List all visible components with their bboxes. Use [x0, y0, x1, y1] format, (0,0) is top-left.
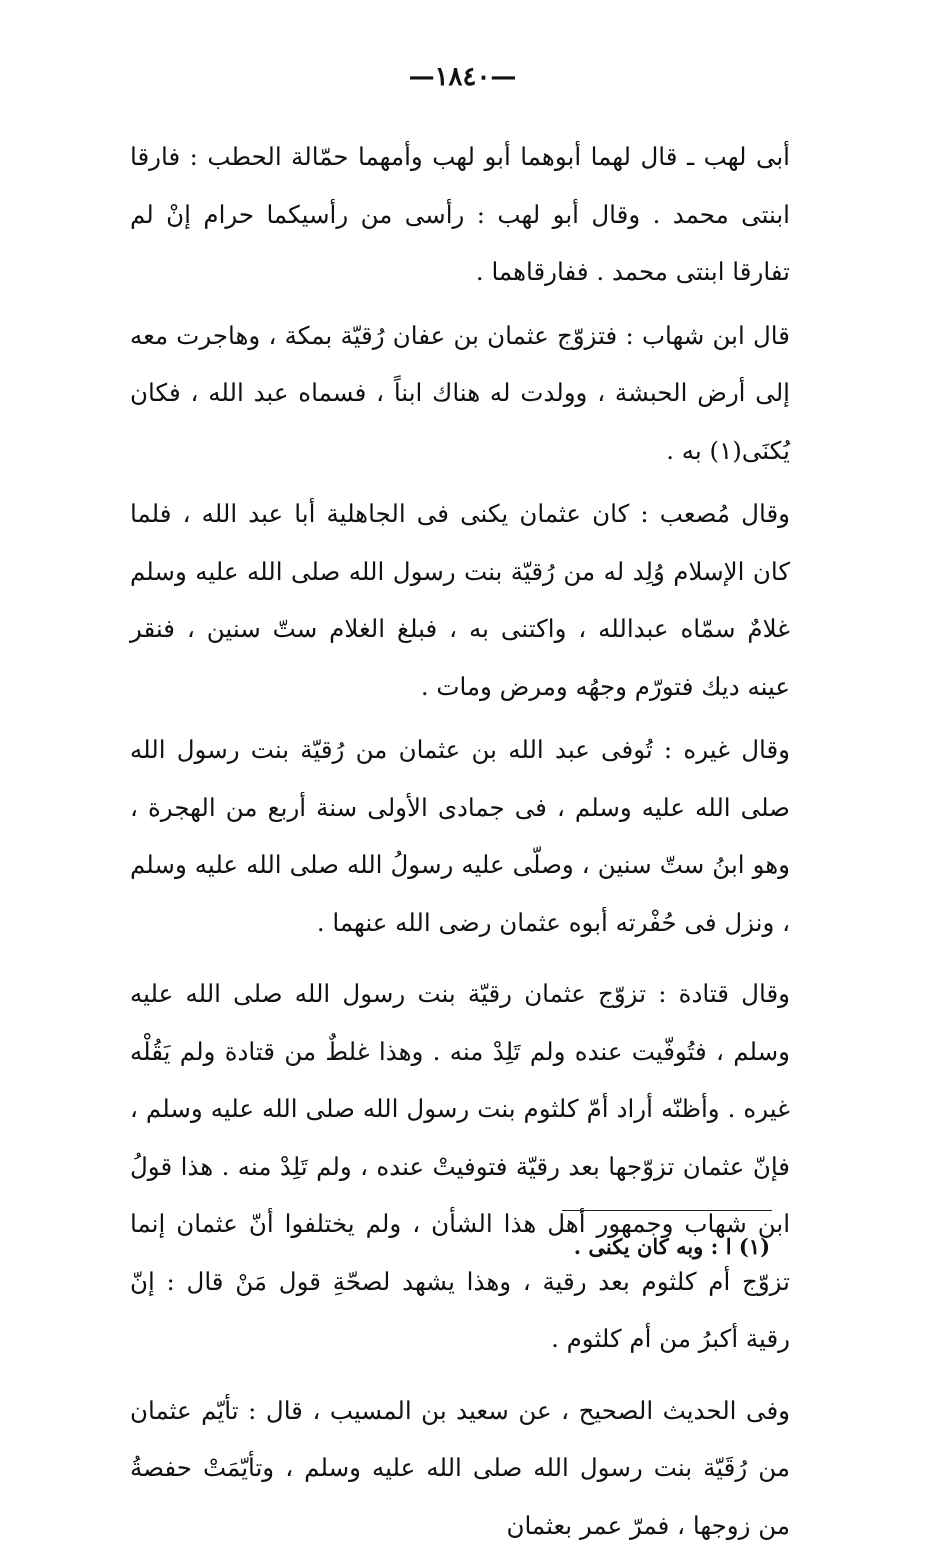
paragraph-3: وقال مُصعب : كان عثمان يكنى فى الجاهلية أبا عبد الله ، فلما كان الإسلام وُلِد له من رُقيّة بنت رسول الله صلى الله عليه وسلم غلامٌ سمّاه عبدالله ، واكتنى به ، فبلغ الغلام ستّ سنين ، فنقر عينه ديك فتورّم وجهُه ومرض ومات . — [130, 485, 790, 715]
paragraph-4: وقال غيره : تُوفى عبد الله بن عثمان من رُقيّة بنت رسول الله صلى الله عليه وسلم ، فى جمادى الأولى سنة أربع من الهجرة ، وهو ابنُ ستّ سنين ، وصلّى عليه رسولُ الله صلى الله عليه وسلم ، ونزل فى حُفْرته أبوه عثمان رضى الله عنهما . — [130, 721, 790, 951]
footnote: (١) ا : وبه كان يكنى . — [430, 1234, 770, 1259]
paragraph-6: وفى الحديث الصحيح ، عن سعيد بن المسيب ، قال : تأيّم عثمان من رُقَيّة بنت رسول الله صلى الله عليه وسلم ، وتأيّمَتْ حفصةُ من زوجها ، فمرّ عمر بعثمان — [130, 1382, 790, 1554]
paragraph-5: وقال قتادة : تزوّج عثمان رقيّة بنت رسول الله صلى الله عليه وسلم ، فتُوفّيت عنده ولم تَلِدْ منه . وهذا غلطٌ من قتادة ولم يَقُلْه غيره . وأظنّه أراد أمّ كلثوم بنت رسول الله صلى الله عليه وسلم ، فإنّ عثمان تزوّجها بعد رقيّة فتوفيتْ عنده ، ولم تَلِدْ منه . هذا قولُ ابن شهاب وجمهور أهل هذا الشأن ، ولم يختلفوا أنّ عثمان إنما تزوّج أم كلثوم بعد رقية ، وهذا يشهد لصحّةِ قول مَنْ قال : إنّ رقية أكبرُ من أم كلثوم . — [130, 965, 790, 1368]
paragraph-1: أبى لهب ـ قال لهما أبوهما أبو لهب وأمهما حمّالة الحطب : فارقا ابنتى محمد . وقال أبو لهب : رأسى من رأسيكما حرام إنْ لم تفارقا ابنتى محمد . ففارقاهما . — [130, 128, 790, 301]
body-text — [130, 128, 790, 1554]
paragraph-2: قال ابن شهاب : فتزوّج عثمان بن عفان رُقيّة بمكة ، وهاجرت معه إلى أرض الحبشة ، وولدت له هناك ابناً ، فسماه عبد الله ، فكان يُكنَى(١) به . — [130, 307, 790, 480]
page-number: —١٨٤٠— — [0, 62, 925, 92]
footnote-divider — [562, 1210, 772, 1211]
